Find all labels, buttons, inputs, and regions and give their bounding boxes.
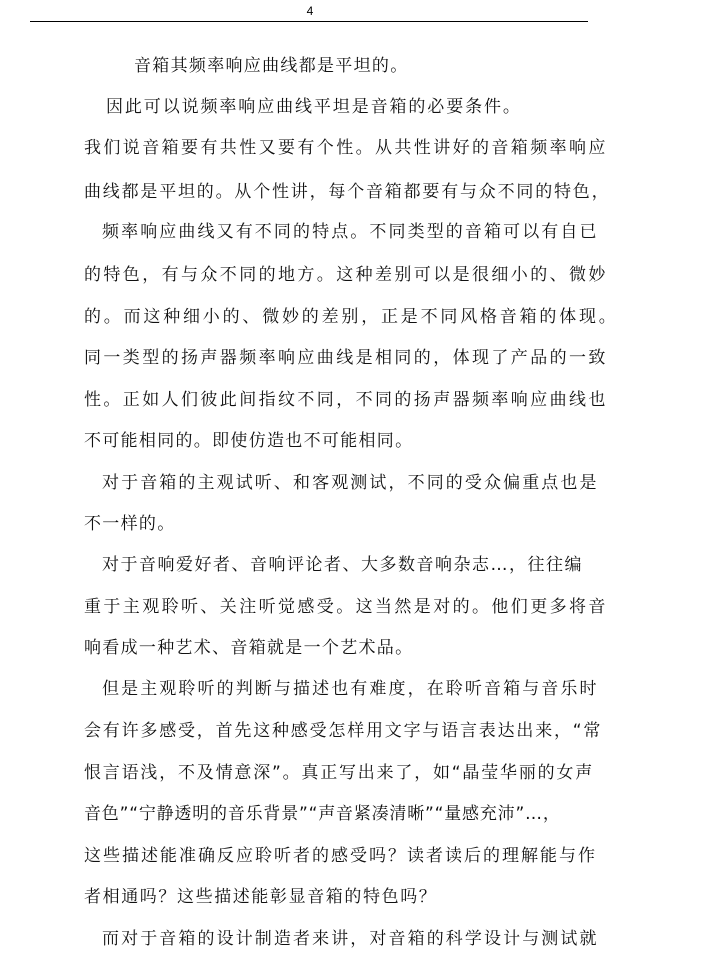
text-line: 响看成一种艺术、音箱就是一个艺术品。 bbox=[84, 638, 414, 658]
text-line: 同一类型的扬声器频率响应曲线是相同的，体现了产品的一致 bbox=[84, 348, 608, 368]
text-line: 音箱其频率响应曲线都是平坦的。 bbox=[134, 56, 409, 76]
text-line: 不可能相同的。即使仿造也不可能相同。 bbox=[84, 431, 414, 451]
text-line: 重于主观聆听、关注听觉感受。这当然是对的。他们更多将音 bbox=[84, 597, 608, 617]
text-line: 者相通吗？这些描述能彰显音箱的特色吗？ bbox=[84, 887, 438, 907]
text-line: 性。正如人们彼此间指纹不同，不同的扬声器频率响应曲线也 bbox=[84, 390, 608, 410]
text-line: 恨言语浅，不及情意深”。真正写出来了，如“晶莹华丽的女声 bbox=[84, 763, 595, 783]
text-line: 频率响应曲线又有不同的特点。不同类型的音箱可以有自已 bbox=[102, 222, 599, 242]
text-line: 而对于音箱的设计制造者来讲，对音箱的科学设计与测试就 bbox=[102, 929, 599, 949]
text-line: 会有许多感受，首先这种感受怎样用文字与语言表达出来，“常 bbox=[84, 721, 603, 741]
text-line: 曲线都是平坦的。从个性讲，每个音箱都要有与众不同的特色， bbox=[84, 182, 611, 202]
text-line: 不一样的。 bbox=[84, 514, 176, 534]
header-rule bbox=[30, 21, 588, 22]
text-line: 的特色，有与众不同的地方。这种差别可以是很细小的、微妙 bbox=[84, 265, 608, 285]
page-number: 4 bbox=[306, 4, 314, 18]
text-line: 因此可以说频率响应曲线平坦是音箱的必要条件。 bbox=[106, 97, 522, 117]
text-line: 音色”“宁静透明的音乐背景”“声音紧凑清晰”“量感充沛”…， bbox=[84, 804, 561, 824]
text-line: 对于音箱的主观试听、和客观测试，不同的受众偏重点也是 bbox=[102, 473, 599, 493]
text-line: 我们说音箱要有共性又要有个性。从共性讲好的音箱频率响应 bbox=[84, 138, 608, 158]
text-line: 但是主观聆听的判断与描述也有难度，在聆听音箱与音乐时 bbox=[102, 679, 599, 699]
text-line: 这些描述能准确反应聆听者的感受吗？读者读后的理解能与作 bbox=[84, 846, 597, 866]
text-line: 对于音响爱好者、音响评论者、大多数音响杂志…，往往编 bbox=[102, 555, 583, 575]
text-line: 的。而这种细小的、微妙的差别，正是不同风格音箱的体现。 bbox=[84, 307, 619, 327]
